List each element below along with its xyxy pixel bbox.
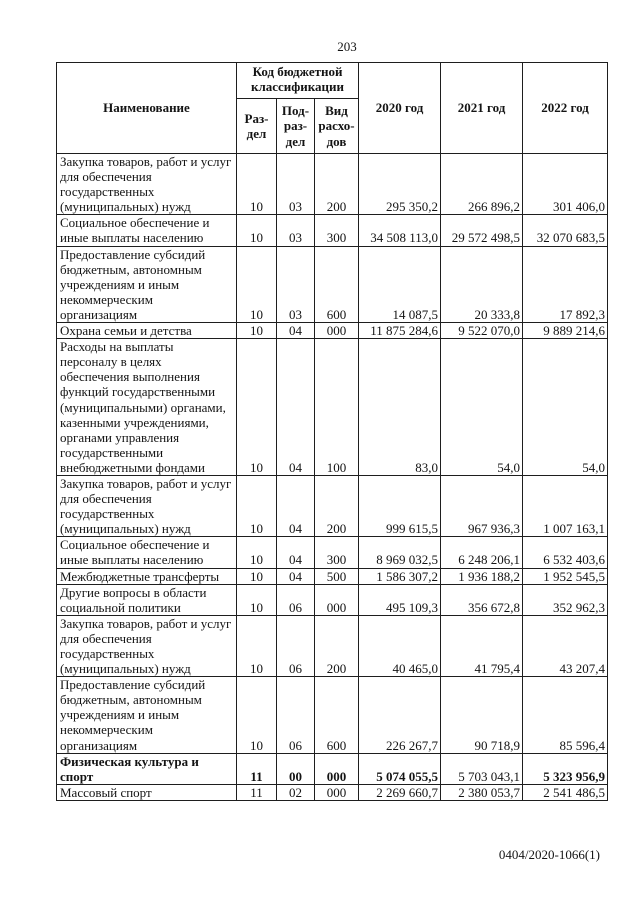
value-2020-cell: 34 508 113,0 xyxy=(359,215,441,246)
row-name-line: социальной политики xyxy=(60,599,181,615)
expense-type-cell: 000 xyxy=(315,584,359,615)
section-code-cell: 10 xyxy=(237,154,277,215)
table-row xyxy=(57,584,608,615)
section-code-cell: 10 xyxy=(237,215,277,246)
value-2022-cell: 32 070 683,5 xyxy=(523,215,608,246)
row-name-line: Предоставление субсидий xyxy=(60,677,206,693)
header-expense-type-line: дов xyxy=(326,133,347,149)
row-name-cell xyxy=(57,584,237,615)
value-2020-cell: 226 267,7 xyxy=(359,677,441,753)
value-2020-cell: 495 109,3 xyxy=(359,584,441,615)
table-row xyxy=(57,568,608,584)
row-name-cell xyxy=(57,615,237,676)
row-name-line: организациям xyxy=(60,306,138,322)
table-row xyxy=(57,246,608,322)
row-name-line: (муниципальных) нужд xyxy=(60,661,191,677)
subsection-code-cell: 06 xyxy=(277,615,315,676)
expense-type-cell: 000 xyxy=(315,323,359,339)
header-row xyxy=(57,63,608,99)
value-2022-cell: 301 406,0 xyxy=(523,154,608,215)
row-name-cell xyxy=(57,339,237,476)
row-name-line: Массовый спорт xyxy=(60,784,152,800)
row-name-line: (муниципальных) нужд xyxy=(60,521,191,537)
value-2021-cell: 967 936,3 xyxy=(441,475,523,536)
row-name-line: бюджетным, автономным xyxy=(60,692,202,708)
value-2021-cell: 266 896,2 xyxy=(441,154,523,215)
row-name-cell xyxy=(57,568,237,584)
table-body xyxy=(57,154,608,801)
value-2022-cell: 1 952 545,5 xyxy=(523,568,608,584)
value-2021-cell: 29 572 498,5 xyxy=(441,215,523,246)
value-2022-cell: 17 892,3 xyxy=(523,246,608,322)
subsection-code-cell: 00 xyxy=(277,753,315,784)
row-name-line: некоммерческим xyxy=(60,291,153,307)
value-2022-cell: 2 541 486,5 xyxy=(523,784,608,800)
value-2022-cell: 6 532 403,6 xyxy=(523,537,608,568)
section-code-cell: 10 xyxy=(237,246,277,322)
expense-type-cell: 000 xyxy=(315,753,359,784)
section-code-cell: 10 xyxy=(237,323,277,339)
header-code-group-line: Код бюджетной xyxy=(252,64,343,79)
value-2021-cell: 41 795,4 xyxy=(441,615,523,676)
value-2021-cell: 2 380 053,7 xyxy=(441,784,523,800)
section-code-cell: 10 xyxy=(237,339,277,476)
row-name-line: некоммерческим xyxy=(60,722,153,738)
header-year-2021 xyxy=(441,63,523,154)
row-name-line: (муниципальных) нужд xyxy=(60,199,191,215)
expense-type-cell: 200 xyxy=(315,615,359,676)
expense-type-cell: 300 xyxy=(315,215,359,246)
subsection-code-cell: 04 xyxy=(277,323,315,339)
table-row xyxy=(57,154,608,215)
row-name-line: иные выплаты населению xyxy=(60,230,204,246)
header-expense-type-line: расхо- xyxy=(318,118,355,134)
value-2022-cell: 352 962,3 xyxy=(523,584,608,615)
expense-type-cell: 500 xyxy=(315,568,359,584)
expense-type-cell: 200 xyxy=(315,154,359,215)
row-name-line: для обеспечения xyxy=(60,169,152,185)
header-section xyxy=(237,99,277,154)
row-name-line: Расходы на выплаты xyxy=(60,339,174,355)
row-name-line: (муниципальными) органами, xyxy=(60,399,226,415)
row-name-cell xyxy=(57,475,237,536)
subsection-code-cell: 06 xyxy=(277,584,315,615)
header-expense-type-line: Вид xyxy=(325,103,348,119)
subsection-code-cell: 06 xyxy=(277,677,315,753)
value-2022-cell: 43 207,4 xyxy=(523,615,608,676)
header-subsection xyxy=(277,99,315,154)
value-2021-cell: 1 936 188,2 xyxy=(441,568,523,584)
table-row xyxy=(57,784,608,800)
header-year-2022-label: 2022 год xyxy=(541,100,589,116)
value-2021-cell: 9 522 070,0 xyxy=(441,323,523,339)
row-name-line: органами управления xyxy=(60,429,180,445)
subsection-code-cell: 03 xyxy=(277,154,315,215)
value-2020-cell: 295 350,2 xyxy=(359,154,441,215)
value-2022-cell: 85 596,4 xyxy=(523,677,608,753)
row-name-cell xyxy=(57,537,237,568)
value-2021-cell: 20 333,8 xyxy=(441,246,523,322)
section-code-cell: 10 xyxy=(237,615,277,676)
header-year-2020 xyxy=(359,63,441,154)
header-subsection-line: дел xyxy=(285,133,306,149)
value-2020-cell: 2 269 660,7 xyxy=(359,784,441,800)
section-code-cell: 10 xyxy=(237,584,277,615)
value-2020-cell: 8 969 032,5 xyxy=(359,537,441,568)
value-2020-cell: 5 074 055,5 xyxy=(359,753,441,784)
value-2021-cell: 356 672,8 xyxy=(441,584,523,615)
row-name-cell xyxy=(57,784,237,800)
value-2021-cell: 5 703 043,1 xyxy=(441,753,523,784)
header-section-line: Раз- xyxy=(244,110,269,126)
table-header xyxy=(57,63,608,154)
table-row xyxy=(57,323,608,339)
row-name-line: учреждениям и иным xyxy=(60,276,180,292)
section-code-cell: 10 xyxy=(237,537,277,568)
row-name-line: Охрана семьи и детства xyxy=(60,323,192,339)
value-2022-cell: 9 889 214,6 xyxy=(523,323,608,339)
row-name-line: внебюджетными фондами xyxy=(60,459,205,475)
value-2021-cell: 54,0 xyxy=(441,339,523,476)
header-name xyxy=(57,63,237,154)
section-code-cell: 10 xyxy=(237,677,277,753)
value-2020-cell: 1 586 307,2 xyxy=(359,568,441,584)
row-name-line: организациям xyxy=(60,737,138,753)
table-row xyxy=(57,677,608,753)
header-expense-type xyxy=(315,99,359,154)
row-name-line: бюджетным, автономным xyxy=(60,261,202,277)
value-2020-cell: 83,0 xyxy=(359,339,441,476)
section-code-cell: 11 xyxy=(237,753,277,784)
row-name-line: обеспечения выполнения xyxy=(60,369,200,385)
expense-type-cell: 100 xyxy=(315,339,359,476)
row-name-line: Социальное обеспечение и xyxy=(60,215,210,231)
row-name-cell xyxy=(57,215,237,246)
header-year-2022 xyxy=(523,63,608,154)
header-code-group-line: классификации xyxy=(250,79,345,95)
row-name-cell xyxy=(57,677,237,753)
row-name-line: Межбюджетные трансферты xyxy=(60,568,220,584)
row-name-line: Другие вопросы в области xyxy=(60,584,207,600)
row-name-line: Закупка товаров, работ и услуг xyxy=(60,475,232,491)
table-row xyxy=(57,339,608,476)
value-2020-cell: 40 465,0 xyxy=(359,615,441,676)
subsection-code-cell: 04 xyxy=(277,475,315,536)
row-name-line: государственных xyxy=(60,184,155,200)
row-name-line: Предоставление субсидий xyxy=(60,246,206,262)
row-name-cell xyxy=(57,753,237,784)
budget-table xyxy=(56,62,608,801)
row-name-cell xyxy=(57,154,237,215)
row-name-line: учреждениям и иным xyxy=(60,707,180,723)
section-code-cell: 10 xyxy=(237,568,277,584)
header-name-label: Наименование xyxy=(103,100,190,116)
value-2020-cell: 999 615,5 xyxy=(359,475,441,536)
header-subsection-line: раз- xyxy=(283,118,308,134)
row-name-line: государственных xyxy=(60,506,155,522)
table-row xyxy=(57,537,608,568)
value-2021-cell: 6 248 206,1 xyxy=(441,537,523,568)
row-name-line: персоналу в целях xyxy=(60,354,162,370)
subsection-code-cell: 03 xyxy=(277,246,315,322)
value-2022-cell: 54,0 xyxy=(523,339,608,476)
row-name-line: Физическая культура и xyxy=(60,753,199,769)
row-name-line: иные выплаты населению xyxy=(60,552,204,568)
header-year-2020-label: 2020 год xyxy=(375,100,424,116)
subsection-code-cell: 03 xyxy=(277,215,315,246)
subsection-code-cell: 04 xyxy=(277,537,315,568)
row-name-line: Закупка товаров, работ и услуг xyxy=(60,154,232,169)
row-name-line: казенными учреждениями, xyxy=(60,414,209,430)
value-2022-cell: 1 007 163,1 xyxy=(523,475,608,536)
row-name-cell xyxy=(57,323,237,339)
subsection-code-cell: 02 xyxy=(277,784,315,800)
row-name-line: функций государственными xyxy=(60,384,216,400)
table-row xyxy=(57,753,608,784)
expense-type-cell: 000 xyxy=(315,784,359,800)
value-2020-cell: 14 087,5 xyxy=(359,246,441,322)
expense-type-cell: 600 xyxy=(315,246,359,322)
header-section-line: дел xyxy=(246,126,267,141)
value-2021-cell: 90 718,9 xyxy=(441,677,523,753)
value-2020-cell: 11 875 284,6 xyxy=(359,323,441,339)
section-code-cell: 10 xyxy=(237,475,277,536)
section-code-cell: 11 xyxy=(237,784,277,800)
row-name-line: Закупка товаров, работ и услуг xyxy=(60,615,232,631)
subsection-code-cell: 04 xyxy=(277,568,315,584)
row-name-cell xyxy=(57,246,237,322)
header-code-group xyxy=(237,63,359,99)
page-number: 203 xyxy=(337,39,357,54)
table-row xyxy=(57,215,608,246)
row-name-line: государственными xyxy=(60,444,164,460)
subsection-code-cell: 04 xyxy=(277,339,315,476)
row-name-line: Социальное обеспечение и xyxy=(60,537,210,553)
header-year-2021-label: 2021 год xyxy=(457,100,506,116)
document-code: 0404/2020-1066(1) xyxy=(498,847,600,862)
row-name-line: спорт xyxy=(60,768,94,784)
row-name-line: государственных xyxy=(60,646,155,661)
row-name-line: для обеспечения xyxy=(60,630,152,646)
expense-type-cell: 600 xyxy=(315,677,359,753)
expense-type-cell: 200 xyxy=(315,475,359,536)
table-row xyxy=(57,615,608,676)
header-subsection-line: Под- xyxy=(281,103,310,119)
expense-type-cell: 300 xyxy=(315,537,359,568)
value-2022-cell: 5 323 956,9 xyxy=(523,753,608,784)
row-name-line: для обеспечения xyxy=(60,491,152,507)
table-row xyxy=(57,475,608,536)
